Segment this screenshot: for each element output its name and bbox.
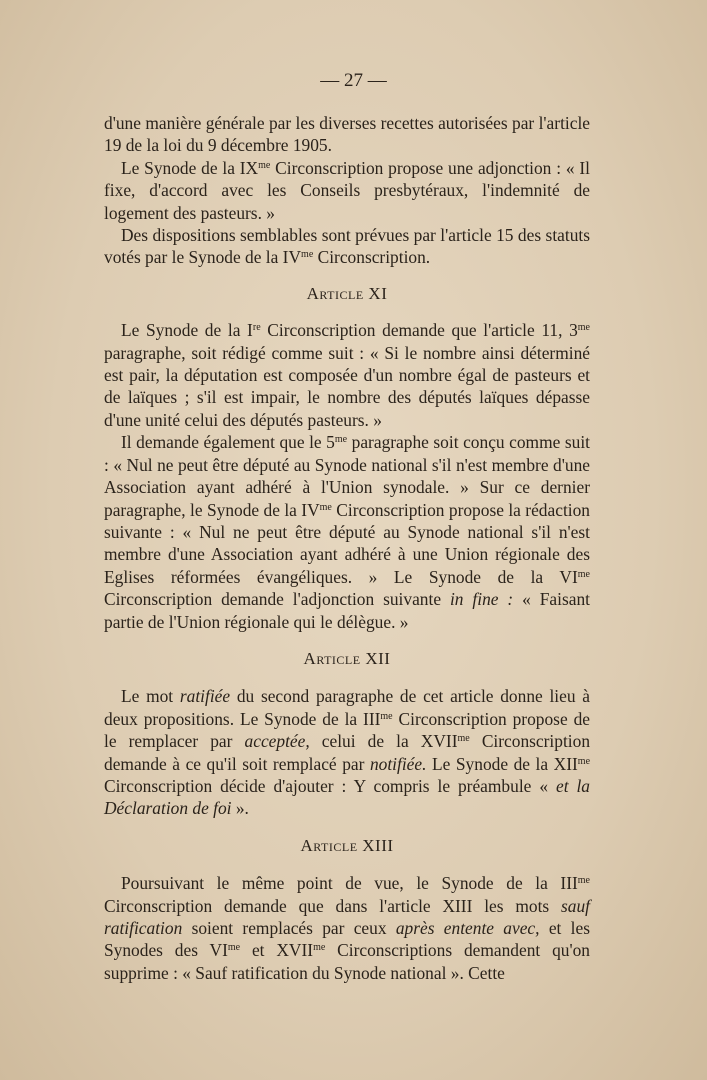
paragraph-dispositions: Des dispositions semblables sont prévues par l'article 15 des statuts votés par le Synode de la $IV^{me}$ Circonscription. <box>104 225 590 268</box>
paragraph-article-xi-1: Le Synode de la Ire Circonscription demande que l'article 11, $3^{me}$ paragraphe, soit rédigé comme suit : « Si le nombre ainsi déterminé est pair, la députation est composée d'un nombre égal de pasteurs et de laïques ; s'il est impair, le nombre des députés laïques dépasse d'une unité celui des députés pasteurs. » <box>104 320 590 430</box>
heading-article-xii: Article XII <box>303 648 391 668</box>
paragraph-article-xiii: Poursuivant le même point de vue, le Synode de la $III^{me}$ Circonscription demande que dans l'article XIII les mots sauf ratification soient remplacés par ceux après entente avec, et les Synodes des $VI^{me}$ et $XVII^{me}$ Circonscriptions demandent qu'on supprime : « Sauf ratification du Synode national ». Cette <box>104 873 591 983</box>
paragraph-article-xii: Le mot ratifiée du second paragraphe de cet article donne lieu à deux propositions. Le Synode de la $III^{me}$ Circonscription propose de le remplacer par acceptée, celui de la $XVII^{me}$ Circonscription demande à ce qu'il soit remplacé par notifiée. Le Synode de la $XII^{me}$ Circonscription décide d'ajouter : Y compris le préambule « et la Déclaration de foi ». <box>104 686 591 819</box>
body-text <box>104 112 590 984</box>
paragraph-continuation: d'une manière générale par les diverses recettes autorisées par l'article 19 de la loi du 9 décembre 1905. <box>104 113 590 156</box>
page-number: — 27 — <box>320 70 387 91</box>
paragraph-article-xi-2: Il demande également que le $5^{me}$ paragraphe soit conçu comme suit : « Nul ne peut être député au Synode national s'il n'est membre d'une Association ayant adhéré à l'Union synodale. » Sur ce dernier paragraphe, le Synode de la $IV^{me}$ Circonscription propose la rédaction suivante : « Nul ne peut être député au Synode national s'il n'est membre d'une Association ayant adhéré à une Union régionale des Eglises réformées évangéliques. » Le Synode de la $VI^{me}$ Circonscription demande l'adjonction suivante in fine : « Faisant partie de l'Union régionale qui le délègue. » <box>104 432 590 632</box>
paragraph-ix-circonscription: Le Synode de la $IX^{me}$ Circonscription propose une adjonction : « Il fixe, d'accord avec les Conseils presbytéraux, l'indemnité de logement des pasteurs. » <box>104 157 590 223</box>
heading-article-xi: Article XI <box>306 283 388 303</box>
heading-article-xiii: Article XIII <box>300 835 394 855</box>
